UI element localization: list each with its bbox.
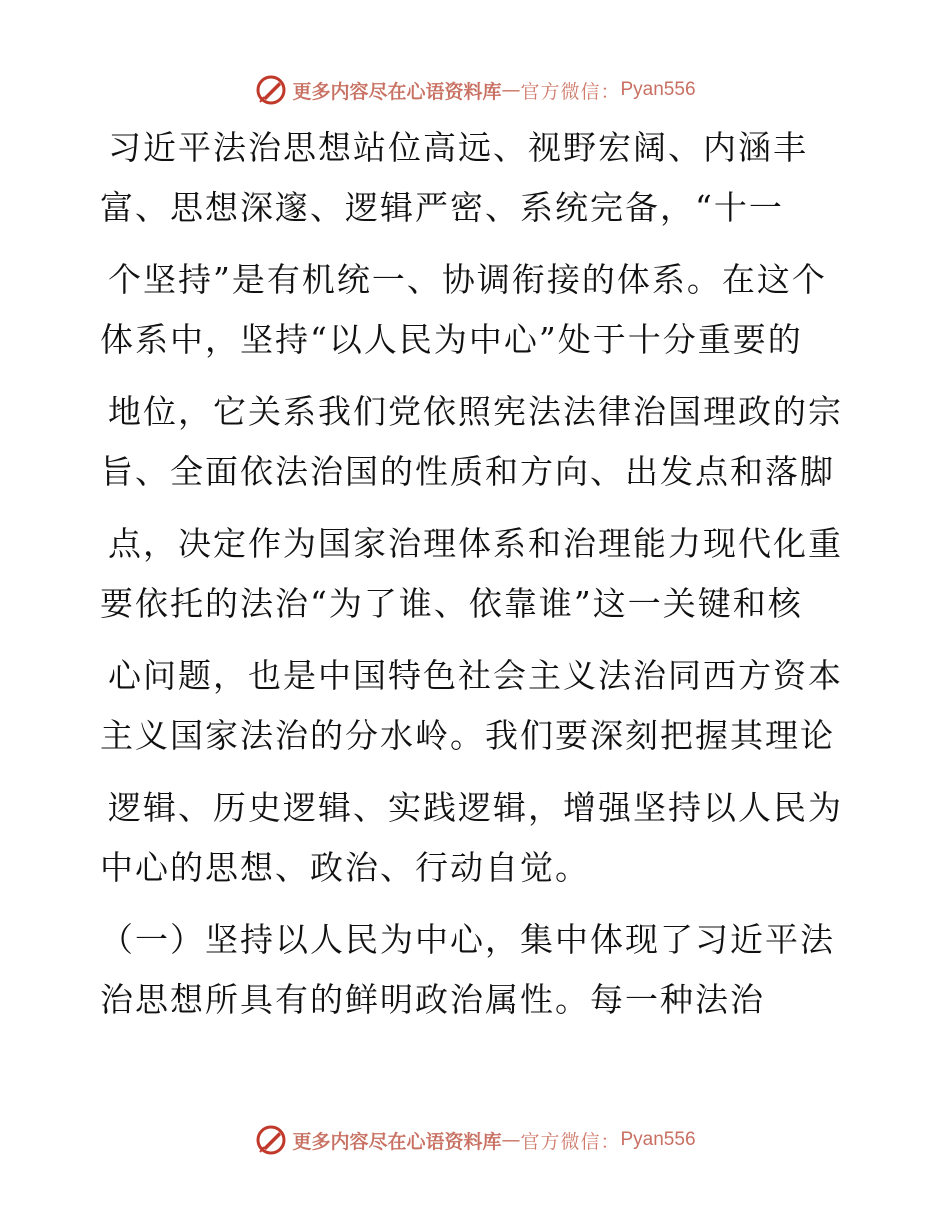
body-line-1: 习近平法治思想站位高远、视野宏阔、内涵丰 <box>108 128 808 167</box>
watermark-main-text: 更多内容尽在心语资料库 <box>292 1130 502 1153</box>
watermark-dash: — <box>501 79 521 101</box>
body-line-9: 心问题，也是中国特色社会主义法治同西方资本 <box>108 656 843 695</box>
header-watermark <box>0 70 950 110</box>
watermark-dash: — <box>501 1129 521 1151</box>
quill-logo-icon <box>254 1123 288 1157</box>
body-line-4: 体系中，坚持“以人民为中心”处于十分重要的 <box>100 320 803 359</box>
body-line-2: 富、思想深邃、逻辑严密、系统完备，“十一 <box>100 188 784 227</box>
body-line-5: 地位，它关系我们党依照宪法法律治国理政的宗 <box>108 392 843 431</box>
body-line-6: 旨、全面依法治国的性质和方向、出发点和落脚 <box>100 452 835 491</box>
watermark-sub-text: 官方微信： <box>520 1130 621 1153</box>
body-line-11: 逻辑、历史逻辑、实践逻辑，增强坚持以人民为 <box>108 788 843 827</box>
body-line-13: （一）坚持以人民为中心，集中体现了习近平法 <box>100 920 835 959</box>
body-line-14: 治思想所具有的鲜明政治属性。每一种法治 <box>100 980 765 1019</box>
watermark-main-text: 更多内容尽在心语资料库 <box>292 80 502 103</box>
body-line-7: 点，决定作为国家治理体系和治理能力现代化重 <box>108 524 843 563</box>
body-line-12: 中心的思想、政治、行动自觉。 <box>100 848 590 887</box>
body-line-8: 要依托的法治“为了谁、依靠谁”这一关键和核 <box>100 584 803 623</box>
body-line-3: 个坚持”是有机统一、协调衔接的体系。在这个 <box>108 260 827 299</box>
watermark-wechat-id: Pyan556 <box>620 1129 696 1150</box>
quill-logo-icon <box>254 73 288 107</box>
watermark-sub-text: 官方微信： <box>520 80 621 103</box>
body-line-10: 主义国家法治的分水岭。我们要深刻把握其理论 <box>100 716 835 755</box>
watermark-wechat-id: Pyan556 <box>620 79 696 100</box>
footer-watermark <box>0 1120 950 1160</box>
